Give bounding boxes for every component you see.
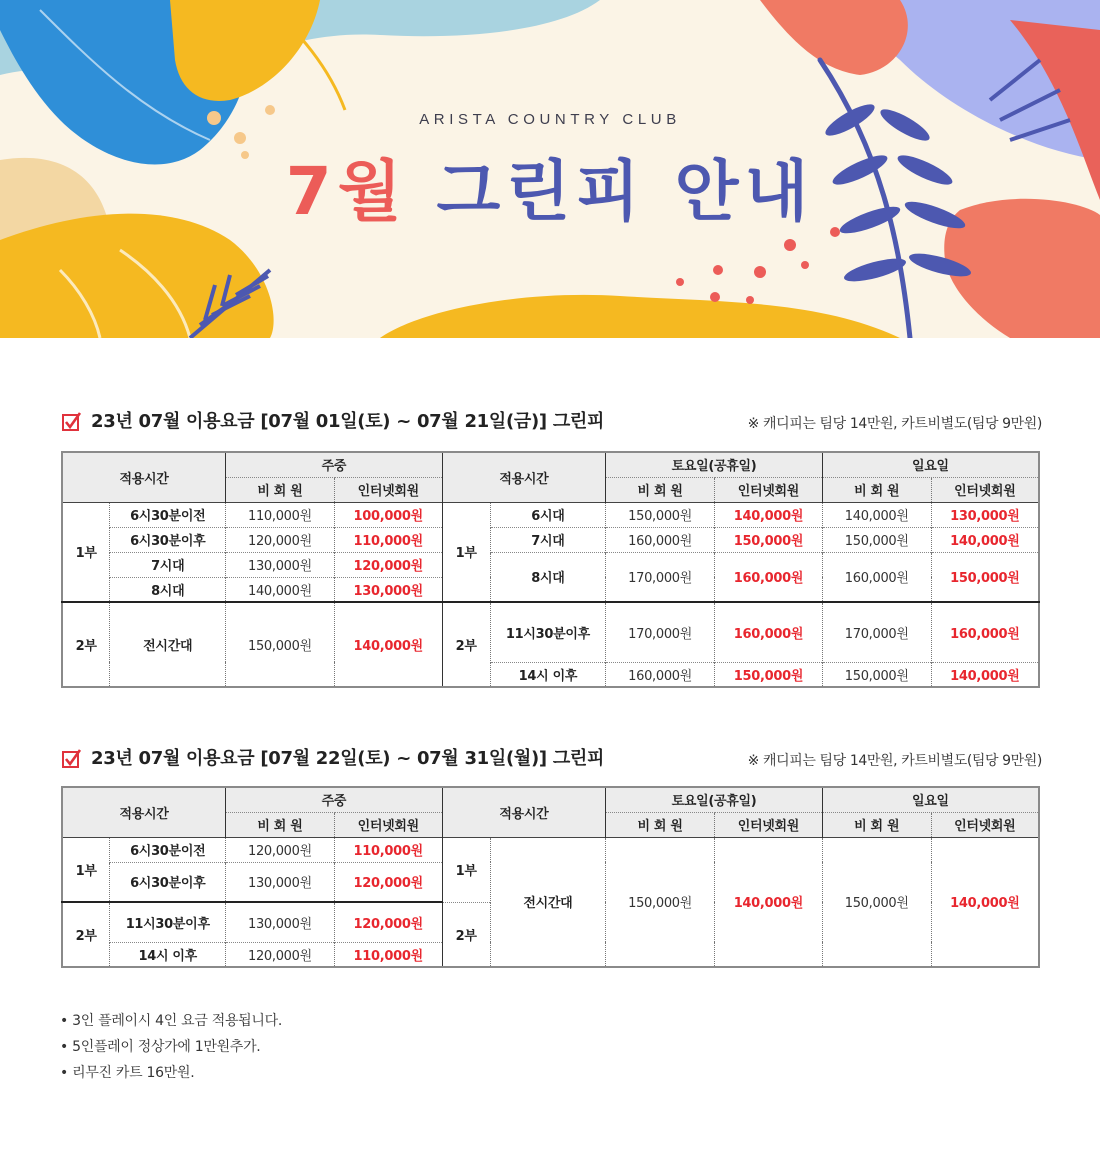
nonmember-price: 110,000원: [226, 502, 335, 527]
sat-nonmember-price: 160,000원: [606, 662, 715, 687]
header-time: 적용시간: [62, 452, 226, 502]
member-price: 100,000원: [334, 502, 442, 527]
weekday-part-label: 1부: [62, 837, 110, 902]
weekday-part-label: 2부: [62, 902, 110, 967]
section1-caddie-note: ※ 캐디피는 팀당 14만원, 카트비별도(팀당 9만원): [747, 416, 1042, 432]
note-item: • 3인 플레이시 4인 요금 적용됩니다.: [60, 1013, 282, 1029]
sat-member-price: 150,000원: [714, 527, 822, 552]
sun-nonmember-price: 170,000원: [822, 602, 931, 662]
nonmember-price: 130,000원: [226, 552, 335, 577]
note-item: • 리무진 카트 16만원.: [60, 1065, 195, 1081]
header-saturday: 토요일(공휴일): [606, 787, 823, 812]
member-price: 120,000원: [334, 552, 442, 577]
sat-member-price: 150,000원: [714, 662, 822, 687]
section2-title: 23년 07월 이용요금 [07월 22일(토) ~ 07월 31일(월)] 그린피: [91, 748, 605, 769]
nonmember-price: 130,000원: [226, 902, 335, 942]
time-slot: 7시대: [110, 552, 226, 577]
sat-nonmember-price: 170,000원: [606, 602, 715, 662]
member-price: 120,000원: [334, 902, 442, 942]
sat-member-price: 140,000원: [714, 502, 822, 527]
sun-member-price: 140,000원: [931, 837, 1039, 967]
time-slot: 8시대: [490, 552, 606, 602]
header-weekday: 주중: [226, 787, 443, 812]
sun-nonmember-price: 150,000원: [822, 527, 931, 552]
time-slot: 11시30분이후: [110, 902, 226, 942]
weekend-part-label: 2부: [442, 902, 490, 967]
fee-table-1: [61, 451, 1040, 688]
notes-list: [60, 1008, 282, 1086]
member-price: 140,000원: [334, 602, 442, 687]
section1-title: 23년 07월 이용요금 [07월 01일(토) ~ 07월 21일(금)] 그린피: [91, 411, 605, 432]
header-saturday: 토요일(공휴일): [606, 452, 823, 477]
weekday-part-label: 2부: [62, 602, 110, 687]
fee-table-2: [61, 786, 1040, 968]
time-slot: 14시 이후: [490, 662, 606, 687]
header-sunday: 일요일: [822, 787, 1039, 812]
header-nonmember: 비 회 원: [822, 477, 931, 502]
sun-member-price: 130,000원: [931, 502, 1039, 527]
nonmember-price: 120,000원: [226, 837, 335, 862]
header-internet-member: 인터넷회원: [714, 812, 822, 837]
nonmember-price: 140,000원: [226, 577, 335, 602]
sun-nonmember-price: 140,000원: [822, 502, 931, 527]
sat-nonmember-price: 170,000원: [606, 552, 715, 602]
nonmember-price: 120,000원: [226, 527, 335, 552]
member-price: 120,000원: [334, 862, 442, 902]
header-nonmember: 비 회 원: [822, 812, 931, 837]
time-slot: 8시대: [110, 577, 226, 602]
header-nonmember: 비 회 원: [606, 812, 715, 837]
member-price: 130,000원: [334, 577, 442, 602]
time-slot: 14시 이후: [110, 942, 226, 967]
time-slot: 6시30분이전: [110, 502, 226, 527]
section2-header: [62, 745, 1042, 777]
nonmember-price: 120,000원: [226, 942, 335, 967]
page-title: [0, 138, 1100, 233]
note-item: • 5인플레이 정상가에 1만원추가.: [60, 1039, 261, 1055]
club-name: ARISTA COUNTRY CLUB: [419, 111, 681, 128]
member-price: 110,000원: [334, 837, 442, 862]
member-price: 110,000원: [334, 527, 442, 552]
hero-banner: [0, 0, 1100, 338]
section2-caddie-note: ※ 캐디피는 팀당 14만원, 카트비별도(팀당 9만원): [747, 753, 1042, 769]
header-internet-member: 인터넷회원: [334, 812, 442, 837]
time-slot: 7시대: [490, 527, 606, 552]
weekday-part-label: 1부: [62, 502, 110, 602]
check-box-icon: [62, 749, 82, 769]
time-slot: 6시대: [490, 502, 606, 527]
sun-member-price: 160,000원: [931, 602, 1039, 662]
header-time-weekend: 적용시간: [442, 787, 606, 837]
header-sunday: 일요일: [822, 452, 1039, 477]
weekend-part-label: 2부: [442, 602, 490, 687]
time-slot: 전시간대: [110, 602, 226, 687]
sat-member-price: 140,000원: [714, 837, 822, 967]
time-slot: 전시간대: [490, 837, 606, 967]
header-weekday: 주중: [226, 452, 443, 477]
weekend-part-label: 1부: [442, 837, 490, 902]
check-box-icon: [62, 412, 82, 432]
sat-nonmember-price: 150,000원: [606, 837, 715, 967]
sun-member-price: 140,000원: [931, 662, 1039, 687]
nonmember-price: 130,000원: [226, 862, 335, 902]
sun-member-price: 140,000원: [931, 527, 1039, 552]
sun-nonmember-price: 150,000원: [822, 662, 931, 687]
time-slot: 6시30분이후: [110, 862, 226, 902]
header-internet-member: 인터넷회원: [334, 477, 442, 502]
sun-member-price: 150,000원: [931, 552, 1039, 602]
sat-nonmember-price: 160,000원: [606, 527, 715, 552]
header-nonmember: 비 회 원: [606, 477, 715, 502]
header-time: 적용시간: [62, 787, 226, 837]
time-slot: 11시30분이후: [490, 602, 606, 662]
header-nonmember: 비 회 원: [226, 477, 335, 502]
time-slot: 6시30분이전: [110, 837, 226, 862]
title-month: 7월: [285, 153, 408, 230]
sat-nonmember-price: 150,000원: [606, 502, 715, 527]
header-time-weekend: 적용시간: [442, 452, 606, 502]
sun-nonmember-price: 160,000원: [822, 552, 931, 602]
weekend-part-label: 1부: [442, 502, 490, 602]
header-internet-member: 인터넷회원: [931, 812, 1039, 837]
header-internet-member: 인터넷회원: [931, 477, 1039, 502]
section1-header: [62, 408, 1042, 440]
sat-member-price: 160,000원: [714, 552, 822, 602]
header-internet-member: 인터넷회원: [714, 477, 822, 502]
sat-member-price: 160,000원: [714, 602, 822, 662]
header-nonmember: 비 회 원: [226, 812, 335, 837]
sun-nonmember-price: 150,000원: [822, 837, 931, 967]
time-slot: 6시30분이후: [110, 527, 226, 552]
member-price: 110,000원: [334, 942, 442, 967]
title-text: 그린피 안내: [436, 153, 815, 230]
nonmember-price: 150,000원: [226, 602, 335, 687]
